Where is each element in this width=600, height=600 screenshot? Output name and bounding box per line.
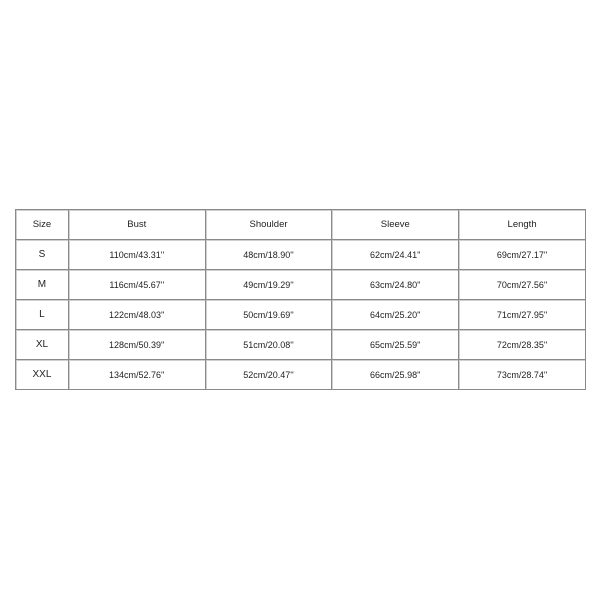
size-chart-table bbox=[15, 209, 586, 390]
table-row bbox=[16, 240, 586, 270]
shoulder-cell: 51cm/20.08'' bbox=[206, 330, 333, 360]
sleeve-cell: 64cm/25.20'' bbox=[332, 300, 459, 330]
length-cell: 71cm/27.95'' bbox=[459, 300, 586, 330]
length-cell: 72cm/28.35'' bbox=[459, 330, 586, 360]
header-row bbox=[16, 210, 586, 240]
length-cell: 70cm/27.56'' bbox=[459, 270, 586, 300]
bust-cell: 116cm/45.67'' bbox=[69, 270, 206, 300]
bust-cell: 122cm/48.03'' bbox=[69, 300, 206, 330]
length-cell: 73cm/28.74'' bbox=[459, 360, 586, 390]
length-cell: 69cm/27.17'' bbox=[459, 240, 586, 270]
table-row bbox=[16, 300, 586, 330]
header-sleeve: Sleeve bbox=[332, 210, 459, 240]
shoulder-cell: 50cm/19.69'' bbox=[206, 300, 333, 330]
size-cell: S bbox=[16, 240, 69, 270]
table-body bbox=[16, 240, 586, 390]
size-cell: M bbox=[16, 270, 69, 300]
size-cell: XL bbox=[16, 330, 69, 360]
bust-cell: 134cm/52.76'' bbox=[69, 360, 206, 390]
shoulder-cell: 49cm/19.29'' bbox=[206, 270, 333, 300]
sleeve-cell: 65cm/25.59'' bbox=[332, 330, 459, 360]
table-row bbox=[16, 330, 586, 360]
size-cell: XXL bbox=[16, 360, 69, 390]
header-shoulder: Shoulder bbox=[206, 210, 333, 240]
header-size: Size bbox=[16, 210, 69, 240]
bust-cell: 128cm/50.39'' bbox=[69, 330, 206, 360]
table-header bbox=[16, 210, 586, 240]
sleeve-cell: 66cm/25.98'' bbox=[332, 360, 459, 390]
size-cell: L bbox=[16, 300, 69, 330]
table-row bbox=[16, 270, 586, 300]
shoulder-cell: 48cm/18.90'' bbox=[206, 240, 333, 270]
header-bust: Bust bbox=[69, 210, 206, 240]
shoulder-cell: 52cm/20.47'' bbox=[206, 360, 333, 390]
sleeve-cell: 62cm/24.41'' bbox=[332, 240, 459, 270]
bust-cell: 110cm/43.31'' bbox=[69, 240, 206, 270]
header-length: Length bbox=[459, 210, 586, 240]
sleeve-cell: 63cm/24.80'' bbox=[332, 270, 459, 300]
table-row bbox=[16, 360, 586, 390]
